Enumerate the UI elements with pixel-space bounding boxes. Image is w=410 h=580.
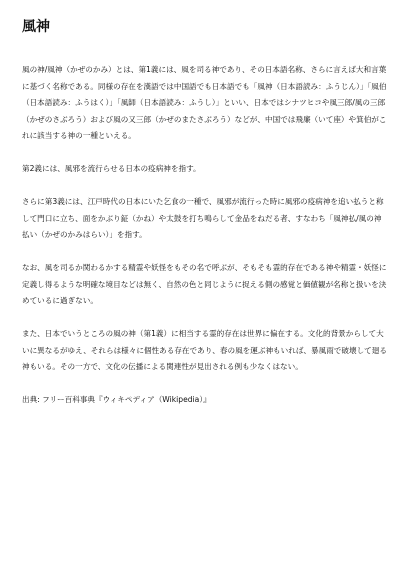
paragraph-world-wind-gods: また、日本でいうところの風の神（第1義）に相当する霊的存在は世界に偏在する。文化的背景からして大いに異なるがゆえ、それらは様々に個性ある存在であり、春の風を運ぶ神もいれば、暴風雨で破壊して廻る神もいる。その一方で、文化の伝播による関連性が見出される例も少なくはない。 — [22, 329, 387, 371]
paragraph-definition-2: 第2義には、風邪を流行らせる日本の疫病神を指す。 — [22, 164, 201, 173]
paragraph-definition-3: さらに第3義には、江戸時代の日本にいた乞食の一種で、風邪が流行った時に風邪の疫病神を追い払うと称して門口に立ち、面をかぶり鉦（かね）や太鼓を打ち鳴らして金品をねだる者、すなわち「風神払/風の神払い（かぜのかみはらい）」を指す。 — [22, 197, 384, 239]
paragraph-definition-1: 風の神/風神（かぜのかみ）とは、第1義には、風を司る神であり、その日本語名称、さらに言えば大和言葉に基づく名称である。同様の存在を漢語では中国語でも日本語でも「風神（日本語読み：ふうじん）」「風伯（日本語読み：ふうはく）」「風師（日本語読み：ふうし）」といい、日本ではシナツヒコや風三郎/風の三郎（かぜのさぶろう）および風の又三郎（かぜのまたさぶろう）などが、中国では飛廉（いて座）や箕伯がこれに該当する神の一種といえる。 — [22, 65, 387, 140]
page-title: 風神 — [22, 19, 50, 35]
source-citation: 出典: フリー百科事典『ウィキペディア（Wikipedia）』 — [22, 395, 211, 404]
paragraph-spirits-note: なお、風を司るか関わるかする精霊や妖怪をもその名で呼ぶが、そもそも霊的存在である神や精霊・妖怪に定義し得るような明確な境目などは無く、自然の色と同じように捉える側の感覚と価値観が名称と扱いを決めているに過ぎない。 — [22, 263, 387, 305]
